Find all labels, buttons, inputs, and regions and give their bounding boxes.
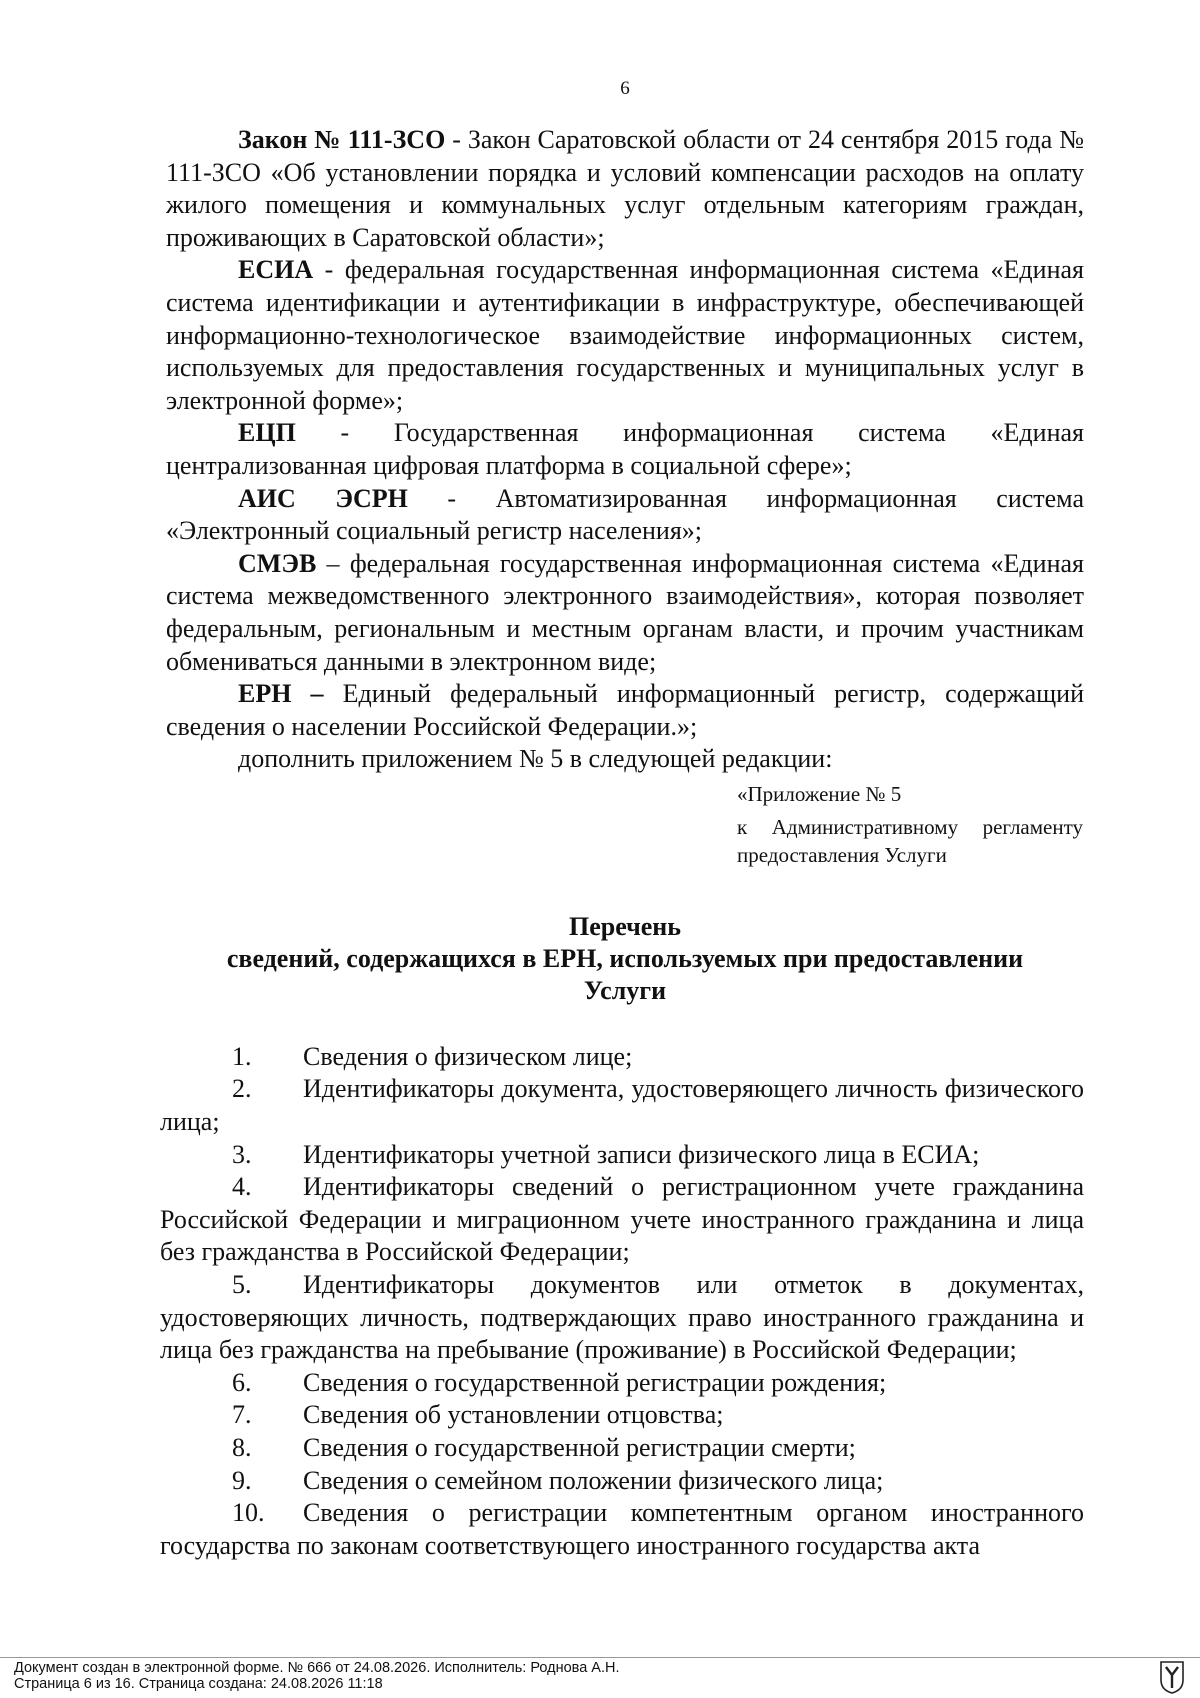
appendix-reference [737, 780, 1083, 869]
supplement-line: дополнить приложением № 5 в следующей редакции: [238, 744, 833, 774]
list-item [160, 1171, 1084, 1269]
document-body [160, 124, 1085, 1562]
list-item-number: 3. [232, 1139, 252, 1169]
definition-ais-esrn [166, 483, 1084, 548]
definition-ern [166, 678, 1084, 743]
appendix-title: «Приложение № 5 [737, 781, 902, 806]
definition-term: ЕРН – [238, 679, 324, 709]
list-item-number: 2. [232, 1074, 252, 1104]
list-item [160, 1041, 1084, 1074]
list-title-line2: сведений, содержащихся в ЕРН, используемых при предоставлении [226, 943, 1024, 973]
appendix-subtitle: к Административному регламенту предоставления Услуги [737, 814, 1083, 867]
list-item-text: Сведения о государственной регистрации смерти; [303, 1433, 856, 1462]
footer-line1: Документ создан в электронной форме. № 666 от 24.08.2026. Исполнитель: Роднова А.Н. [14, 1660, 620, 1676]
coat-of-arms-icon [1158, 1660, 1186, 1694]
list-item-text: Сведения о физическом лице; [303, 1041, 633, 1071]
list-item-text: Сведения об установлении отцовства; [303, 1400, 724, 1430]
list-title [166, 911, 1084, 1007]
definition-term: ЕЦП [238, 418, 296, 448]
list-title-line3: Услуги [583, 975, 667, 1005]
list-item [160, 1465, 1084, 1498]
definition-term: ЕСИА [238, 255, 314, 285]
list-item-text: Идентификаторы учетной записи физического лица в ЕСИА; [303, 1139, 980, 1169]
list-item-number: 5. [232, 1270, 252, 1300]
list-item-text: Сведения о семейном положении физического лица; [303, 1465, 884, 1495]
definition-text: – федеральная государственная информационная система «Единая система межведомственного электронного взаимодействия», которая позволяет федеральным, региональным и местным органам власти, и прочим участникам обмениваться данными в электронном виде; [166, 548, 1084, 676]
footer-line2: Страница 6 из 16. Страница создана: 24.08.2026 11:18 [14, 1676, 383, 1692]
definition-term: СМЭВ [238, 548, 317, 578]
list-item-text: Сведения о государственной регистрации рождения; [303, 1367, 887, 1397]
list-item [160, 1399, 1084, 1432]
definition-esia [166, 254, 1084, 417]
definition-text: - Государственная информационная система «Единая централизованная цифровая платформа в социальной сфере»; [166, 418, 1084, 480]
list-item-text: Идентификаторы документа, удостоверяющего личность физического лица; [160, 1074, 1084, 1137]
list-item [160, 1367, 1084, 1400]
list-item-number: 4. [232, 1172, 252, 1202]
list-item [160, 1269, 1084, 1367]
definition-term: АИС ЭСРН [238, 483, 408, 513]
definition-smev [166, 548, 1084, 678]
definition-term: Закон № 111-ЗСО [238, 125, 446, 154]
definition-text: - Закон Саратовской области от 24 сентября 2015 года № 111-ЗСО «Об установлении порядка и условий компенсации расходов на оплату жилого помещения и коммунальных услуг отдельным категориям граждан, проживающих в Саратовской области»; [166, 125, 1085, 252]
list-item-text: Сведения о регистрации компетентным органом иностранного государства по законам соответствующего иностранного государства акта [160, 1498, 1084, 1560]
list-item [160, 1432, 1084, 1465]
list-item-number: 7. [232, 1400, 252, 1430]
list-item-number: 6. [232, 1367, 252, 1397]
list-item [160, 1073, 1084, 1138]
list-item-number: 8. [232, 1433, 252, 1462]
document-footer [0, 1657, 1200, 1696]
list-item [160, 1497, 1084, 1562]
footer-text [14, 1660, 620, 1692]
list-item-text: Идентификаторы документов или отметок в документах, удостоверяющих личность, подтверждающих право иностранного гражданина и лица без гражданства на пребывание (проживание) в Российской Федерации; [160, 1270, 1084, 1365]
page-number: 6 [620, 78, 630, 99]
definition-text: Единый федеральный информационный регистр, содержащий сведения о населении Российской Федерации.»; [166, 679, 1085, 741]
list-item [160, 1139, 1084, 1172]
definition-text: - Автоматизированная информационная система «Электронный социальный регистр населения»; [166, 483, 1084, 546]
list-title-line1: Перечень [568, 911, 682, 941]
list-item-number: 1. [232, 1041, 252, 1071]
definition-text: - федеральная государственная информационная система «Единая система идентификации и аутентификации в инфраструктуре, обеспечивающей информационно-технологическое взаимодействие информационных систем, используемых для предоставления государственных и муниципальных услуг в электронной форме»; [166, 255, 1084, 415]
definition-ecp [166, 417, 1084, 482]
list-item-number: 9. [232, 1465, 252, 1495]
list-item-number: 10. [232, 1498, 265, 1528]
definition-law-111 [166, 124, 1084, 254]
list-item-text: Идентификаторы сведений о регистрационном учете гражданина Российской Федерации и миграционном учете иностранного гражданина и лица без гражданства в Российской Федерации; [160, 1172, 1084, 1267]
information-list [160, 1041, 1084, 1563]
